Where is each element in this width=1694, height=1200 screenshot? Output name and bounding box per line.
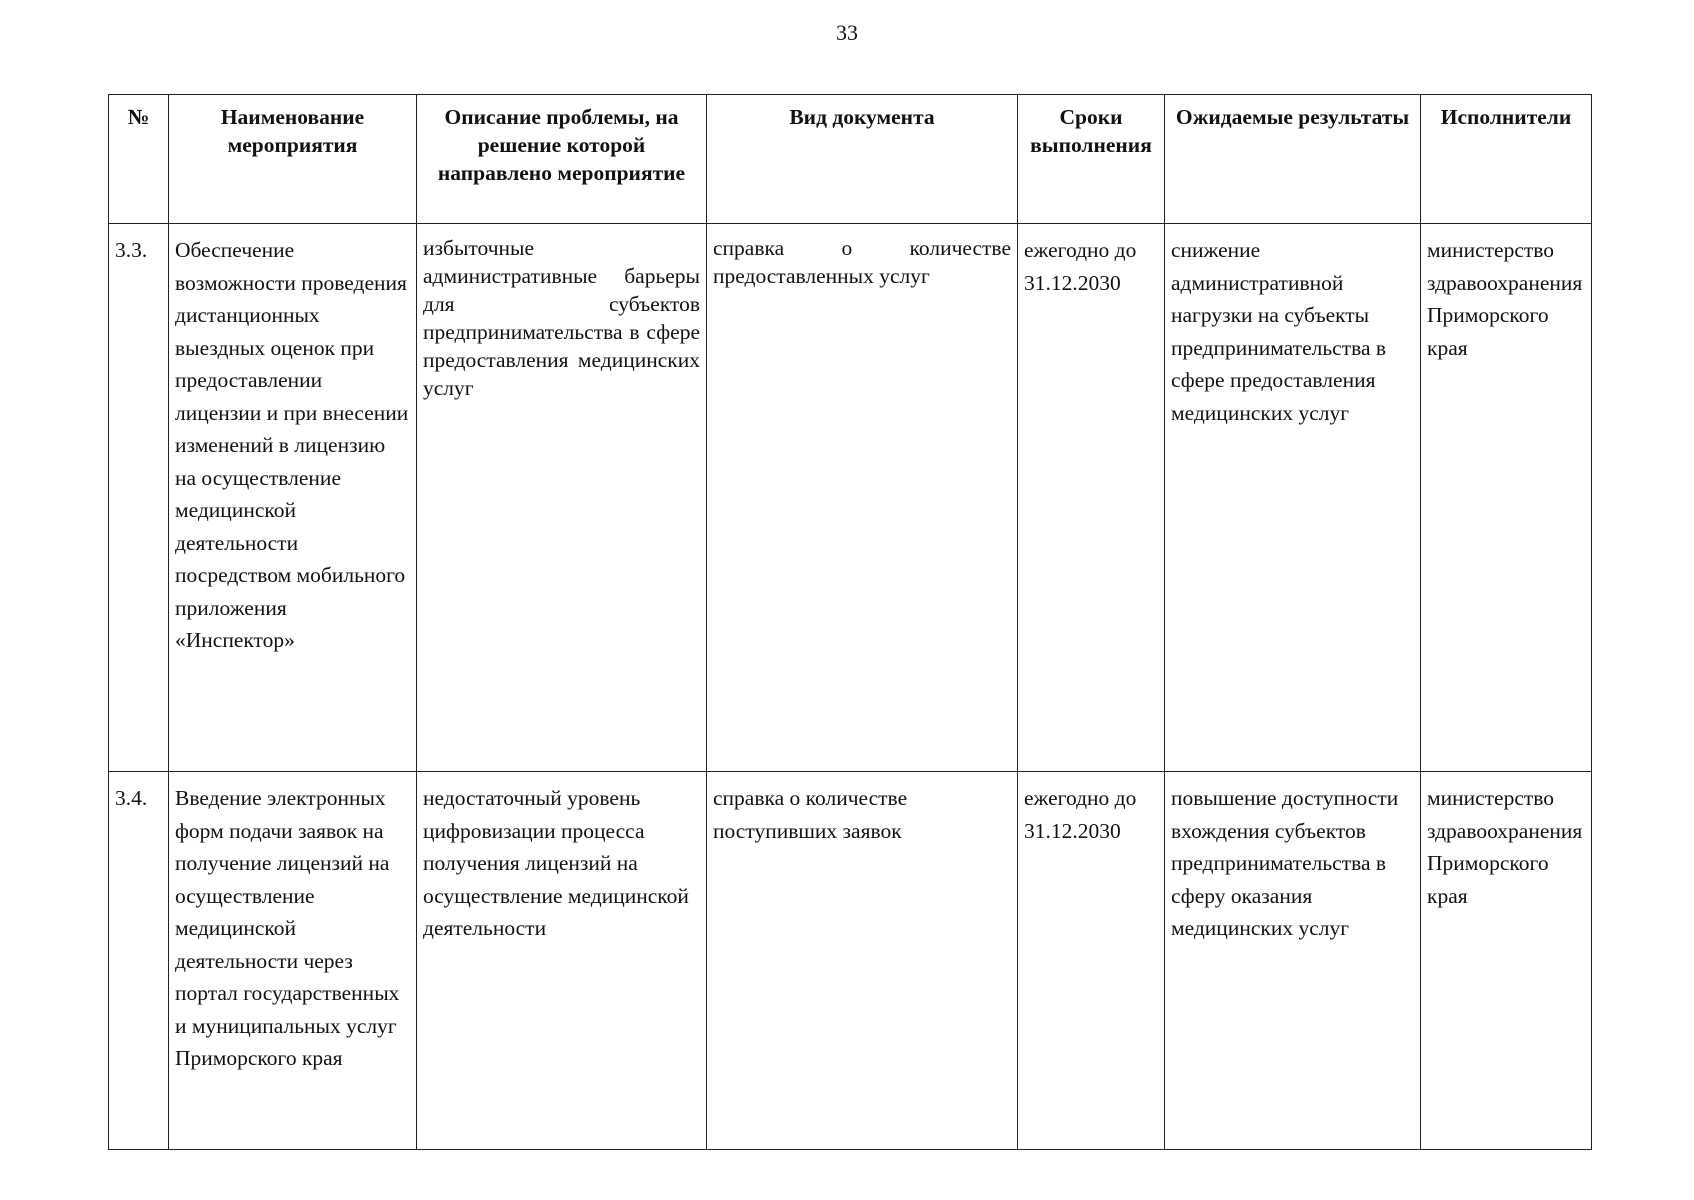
header-num: № [109, 95, 169, 224]
page-number: 33 [836, 20, 858, 45]
header-doc-type: Вид документа [707, 95, 1018, 224]
header-executors: Исполнители [1421, 95, 1592, 224]
table-header-row [109, 95, 1592, 224]
header-deadline: Сроки выполнения [1018, 95, 1165, 224]
table-row [109, 224, 1592, 772]
row-problem: недостаточный уровень цифровизации процесса получения лицензий на осуществление медицинской деятельности [417, 772, 707, 1150]
row-executors: министерство здравоохранения Приморского края [1421, 772, 1592, 1150]
header-name: Наименование мероприятия [169, 95, 417, 224]
row-name: Обеспечение возможности проведения дистанционных выездных оценок при предоставлении лицензии и при внесении изменений в лицензию на осуществление медицинской деятельности посредством мобильного приложения «Инспектор» [169, 224, 417, 772]
header-results: Ожидаемые результаты [1165, 95, 1421, 224]
row-num: 3.3. [109, 224, 169, 772]
row-doc-type: справка о количестве поступивших заявок [707, 772, 1018, 1150]
row-results: повышение доступности вхождения субъектов предпринимательства в сферу оказания медицинских услуг [1165, 772, 1421, 1150]
row-executors: министерство здравоохранения Приморского края [1421, 224, 1592, 772]
row-doc-type: справка о количестве предоставленных услуг [707, 224, 1018, 772]
table-row [109, 772, 1592, 1150]
measures-table [108, 94, 1592, 1150]
row-name: Введение электронных форм подачи заявок на получение лицензий на осуществление медицинской деятельности через портал государственных и муниципальных услуг Приморского края [169, 772, 417, 1150]
row-num: 3.4. [109, 772, 169, 1150]
row-results: снижение административной нагрузки на субъекты предпринимательства в сфере предоставления медицинских услуг [1165, 224, 1421, 772]
row-deadline: ежегодно до 31.12.2030 [1018, 224, 1165, 772]
row-problem: избыточные административные барьеры для субъектов предпринимательства в сфере предоставления медицинских услуг [417, 224, 707, 772]
row-deadline: ежегодно до 31.12.2030 [1018, 772, 1165, 1150]
header-problem: Описание проблемы, на решение которой направлено мероприятие [417, 95, 707, 224]
